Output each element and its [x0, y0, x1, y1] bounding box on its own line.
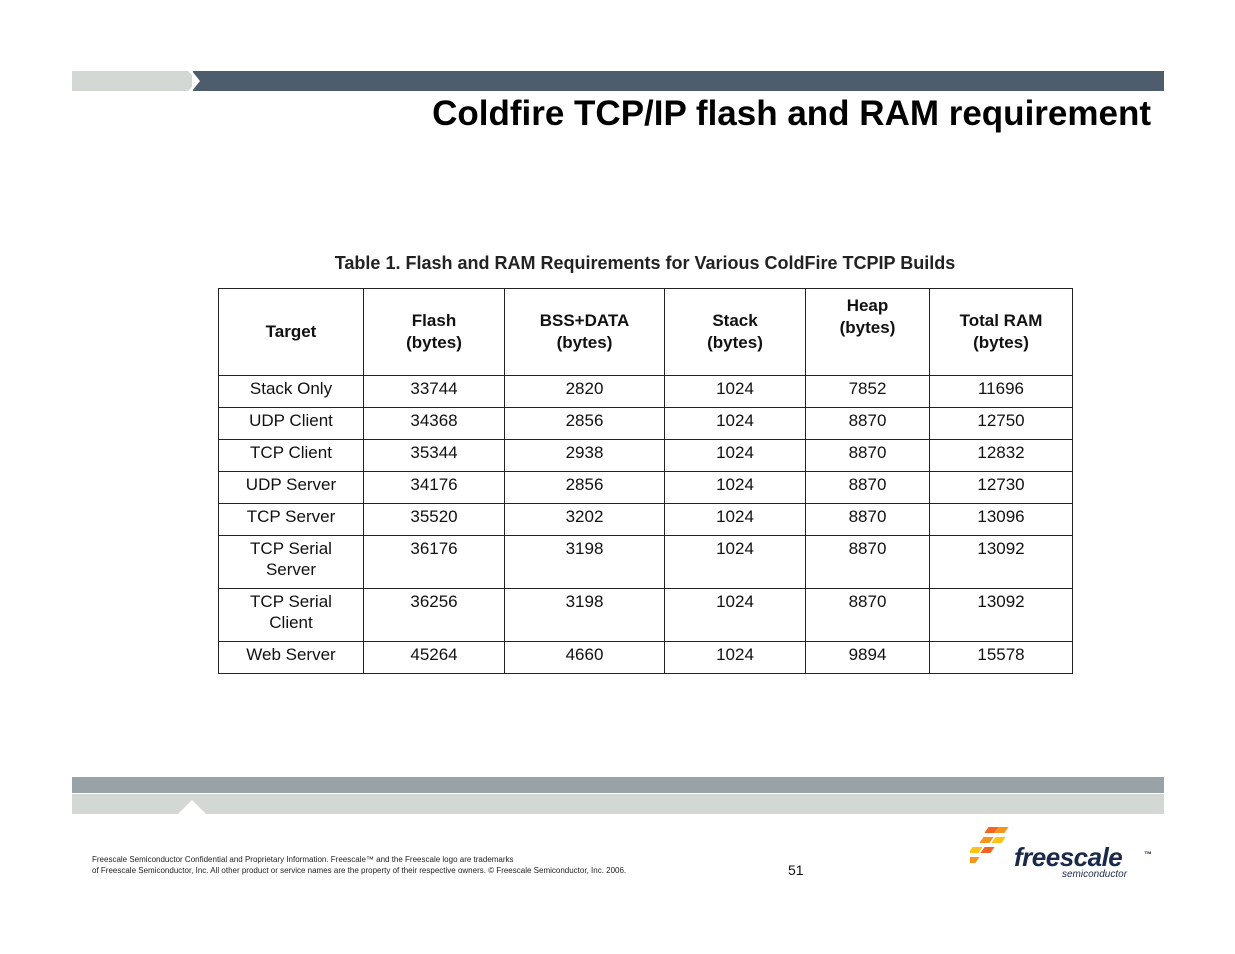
cell-flash: 35520: [364, 504, 505, 536]
cell-heap: 8870: [806, 504, 930, 536]
cell-heap: 8870: [806, 408, 930, 440]
cell-total-ram: 13096: [930, 504, 1073, 536]
cell-stack: 1024: [665, 642, 806, 674]
cell-stack: 1024: [665, 589, 806, 642]
cell-heap: 8870: [806, 440, 930, 472]
cell-bss-data: 4660: [505, 642, 665, 674]
logo-wordmark: freescale: [1014, 842, 1123, 872]
cell-bss-data: 2820: [505, 376, 665, 408]
cell-flash: 36256: [364, 589, 505, 642]
cell-heap: 7852: [806, 376, 930, 408]
header-total-ram: Total RAM (bytes): [930, 289, 1073, 376]
logo-subtitle: semiconductor: [1062, 869, 1128, 880]
table-caption: Table 1. Flash and RAM Requirements for Various ColdFire TCPIP Builds: [334, 253, 956, 273]
cell-heap: 8870: [806, 589, 930, 642]
page-number: 51: [788, 862, 804, 878]
footer-bar-notch: [178, 800, 206, 814]
cell-stack: 1024: [665, 472, 806, 504]
cell-bss-data: 2856: [505, 472, 665, 504]
cell-target: UDP Client: [219, 408, 364, 440]
table-row: [219, 408, 1073, 440]
header-bar-right: [193, 71, 1164, 91]
footer-line-2: of Freescale Semiconductor, Inc. All other product or service names are the property of their respective owners. © Freescale Semiconductor, Inc. 2006.: [92, 866, 627, 875]
cell-target: TCP Serial Server: [219, 536, 364, 589]
cell-total-ram: 12730: [930, 472, 1073, 504]
freescale-logo: [970, 825, 1160, 883]
cell-bss-data: 3198: [505, 536, 665, 589]
cell-flash: 45264: [364, 642, 505, 674]
cell-stack: 1024: [665, 536, 806, 589]
cell-target: UDP Server: [219, 472, 364, 504]
cell-bss-data: 2856: [505, 408, 665, 440]
header-bar-left: [72, 71, 188, 91]
cell-flash: 33744: [364, 376, 505, 408]
cell-target: TCP Server: [219, 504, 364, 536]
cell-target: TCP Client: [219, 440, 364, 472]
cell-flash: 35344: [364, 440, 505, 472]
cell-stack: 1024: [665, 440, 806, 472]
cell-stack: 1024: [665, 376, 806, 408]
header-flash: Flash (bytes): [364, 289, 505, 376]
cell-target: Stack Only: [219, 376, 364, 408]
cell-flash: 34176: [364, 472, 505, 504]
cell-flash: 36176: [364, 536, 505, 589]
freescale-logo-icon: [970, 825, 1014, 869]
cell-target: Web Server: [219, 642, 364, 674]
cell-total-ram: 13092: [930, 536, 1073, 589]
table-row: [219, 504, 1073, 536]
cell-total-ram: 12750: [930, 408, 1073, 440]
cell-flash: 34368: [364, 408, 505, 440]
cell-stack: 1024: [665, 504, 806, 536]
header-target: Target: [219, 289, 364, 376]
cell-total-ram: 12832: [930, 440, 1073, 472]
requirements-table: [218, 288, 1073, 674]
footer-legal-text: [92, 854, 626, 876]
footer-bar-bottom: [72, 794, 1164, 814]
cell-bss-data: 2938: [505, 440, 665, 472]
footer-bar-top: [72, 777, 1164, 793]
table-row: [219, 472, 1073, 504]
cell-total-ram: 11696: [930, 376, 1073, 408]
cell-total-ram: 13092: [930, 589, 1073, 642]
slide-title: Coldfire TCP/IP flash and RAM requirement: [432, 94, 1151, 133]
cell-total-ram: 15578: [930, 642, 1073, 674]
logo-trademark: ™: [1144, 850, 1152, 859]
table-header-row: [219, 289, 1073, 376]
cell-target: TCP Serial Client: [219, 589, 364, 642]
cell-bss-data: 3202: [505, 504, 665, 536]
header-stack: Stack (bytes): [665, 289, 806, 376]
cell-heap: 8870: [806, 536, 930, 589]
table-row: [219, 589, 1073, 642]
table-row: [219, 642, 1073, 674]
table-row: [219, 376, 1073, 408]
cell-heap: 8870: [806, 472, 930, 504]
cell-heap: 9894: [806, 642, 930, 674]
table-row: [219, 536, 1073, 589]
cell-bss-data: 3198: [505, 589, 665, 642]
header-bss-data: BSS+DATA (bytes): [505, 289, 665, 376]
footer-line-1: Freescale Semiconductor Confidential and Proprietary Information. Freescale™ and the Freescale logo are trademarks: [92, 855, 514, 864]
cell-stack: 1024: [665, 408, 806, 440]
header-heap: Heap (bytes): [806, 289, 930, 376]
table-row: [219, 440, 1073, 472]
